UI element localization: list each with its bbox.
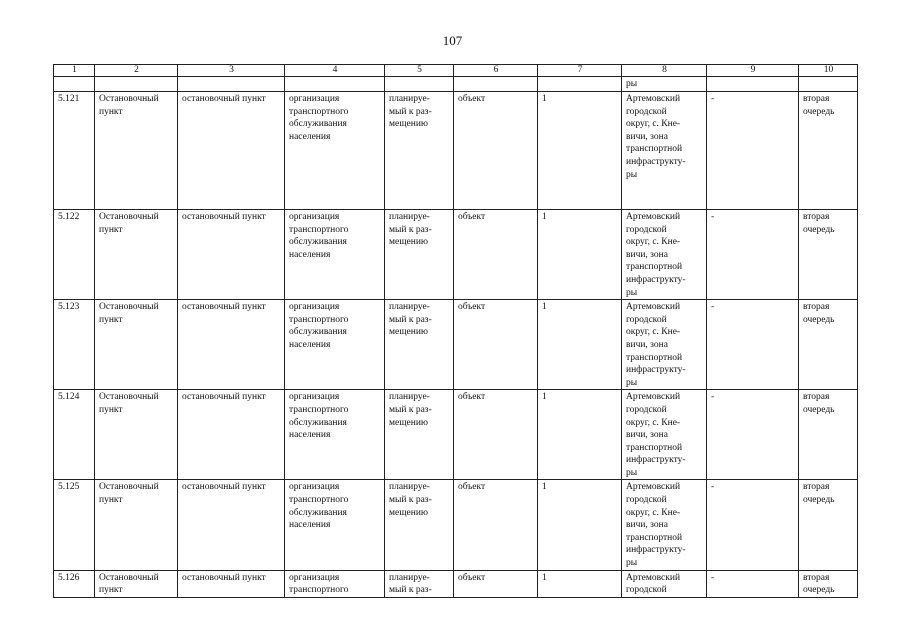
cell-category <box>454 77 538 92</box>
cell-stage <box>799 77 858 92</box>
cell-status: планируе- мый к раз- мещению <box>385 210 454 300</box>
cell-stage: 10 <box>799 65 858 77</box>
cell-count: 1 <box>538 480 622 570</box>
table-row <box>54 92 858 210</box>
cell-category: 6 <box>454 65 538 77</box>
cell-purpose: организация транспортного обслуживания населения <box>285 480 385 570</box>
cell-number: 5.121 <box>54 92 95 210</box>
table-row <box>54 480 858 570</box>
cell-category: объект <box>454 570 538 597</box>
cell-stage: вторая очередь <box>799 92 858 210</box>
cell-status: планируе- мый к раз- мещению <box>385 480 454 570</box>
cell-type: 3 <box>178 65 285 77</box>
cell-name: Остановочный пункт <box>95 92 178 210</box>
cell-number: 5.123 <box>54 300 95 390</box>
cell-zone-note <box>707 77 799 92</box>
cell-category: объект <box>454 210 538 300</box>
header-row <box>54 65 858 77</box>
cell-location: Артемовский городской округ, с. Кне- вичи, зона транспортной инфраструкту- ры <box>622 300 707 390</box>
cell-type: остановочный пункт <box>178 92 285 210</box>
cell-name <box>95 77 178 92</box>
cell-type: остановочный пункт <box>178 570 285 597</box>
cell-number: 1 <box>54 65 95 77</box>
cell-number: 5.124 <box>54 390 95 480</box>
cell-count <box>538 77 622 92</box>
cell-count: 1 <box>538 210 622 300</box>
cell-zone-note: - <box>707 300 799 390</box>
cell-purpose: организация транспортного обслуживания населения <box>285 92 385 210</box>
table-row <box>54 300 858 390</box>
cell-name: Остановочный пункт <box>95 480 178 570</box>
cell-zone-note: - <box>707 390 799 480</box>
cell-type: остановочный пункт <box>178 480 285 570</box>
cell-purpose: организация транспортного обслуживания населения <box>285 300 385 390</box>
cell-stage: вторая очередь <box>799 390 858 480</box>
cell-stage: вторая очередь <box>799 480 858 570</box>
cell-zone-note: - <box>707 210 799 300</box>
cell-category: объект <box>454 390 538 480</box>
cell-number: 5.126 <box>54 570 95 597</box>
cell-status: планируе- мый к раз- мещению <box>385 92 454 210</box>
cell-location: Артемовский городской округ, с. Кне- вичи, зона транспортной инфраструкту- ры <box>622 480 707 570</box>
cell-location: Артемовский городской округ, с. Кне- вичи, зона транспортной инфраструкту- ры <box>622 390 707 480</box>
data-table <box>53 64 858 598</box>
cell-stage: вторая очередь <box>799 210 858 300</box>
cell-category: объект <box>454 480 538 570</box>
table-row <box>54 210 858 300</box>
cell-location: Артемовский городской округ, с. Кне- вичи, зона транспортной инфраструкту- ры <box>622 92 707 210</box>
cell-count: 1 <box>538 390 622 480</box>
cell-category: объект <box>454 300 538 390</box>
continuation-row <box>54 77 858 92</box>
cell-type: остановочный пункт <box>178 390 285 480</box>
table-row <box>54 570 858 597</box>
cell-type: остановочный пункт <box>178 300 285 390</box>
cell-name: Остановочный пункт <box>95 210 178 300</box>
cell-name: Остановочный пункт <box>95 390 178 480</box>
cell-name: Остановочный пункт <box>95 570 178 597</box>
cell-name: Остановочный пункт <box>95 300 178 390</box>
cell-purpose: организация транспортного обслуживания населения <box>285 390 385 480</box>
cell-purpose: организация транспортного <box>285 570 385 597</box>
cell-category: объект <box>454 92 538 210</box>
cell-count: 1 <box>538 300 622 390</box>
page-number: 107 <box>442 33 463 48</box>
cell-purpose: 4 <box>285 65 385 77</box>
cell-location: Артемовский городской округ, с. Кне- вичи, зона транспортной инфраструкту- ры <box>622 210 707 300</box>
cell-location: ры <box>622 77 707 92</box>
cell-name: 2 <box>95 65 178 77</box>
cell-status: планируе- мый к раз- <box>385 570 454 597</box>
cell-count: 7 <box>538 65 622 77</box>
cell-purpose <box>285 77 385 92</box>
cell-status: 5 <box>385 65 454 77</box>
cell-location: Артемовский городской <box>622 570 707 597</box>
cell-status: планируе- мый к раз- мещению <box>385 390 454 480</box>
table-row <box>54 390 858 480</box>
cell-count: 1 <box>538 570 622 597</box>
cell-location: 8 <box>622 65 707 77</box>
cell-status <box>385 77 454 92</box>
cell-zone-note: - <box>707 480 799 570</box>
cell-zone-note: 9 <box>707 65 799 77</box>
cell-zone-note: - <box>707 570 799 597</box>
cell-zone-note: - <box>707 92 799 210</box>
cell-type: остановочный пункт <box>178 210 285 300</box>
cell-stage: вторая очередь <box>799 300 858 390</box>
cell-purpose: организация транспортного обслуживания населения <box>285 210 385 300</box>
cell-type <box>178 77 285 92</box>
cell-number: 5.125 <box>54 480 95 570</box>
cell-stage: вторая очередь <box>799 570 858 597</box>
cell-status: планируе- мый к раз- мещению <box>385 300 454 390</box>
cell-number: 5.122 <box>54 210 95 300</box>
cell-count: 1 <box>538 92 622 210</box>
cell-number <box>54 77 95 92</box>
